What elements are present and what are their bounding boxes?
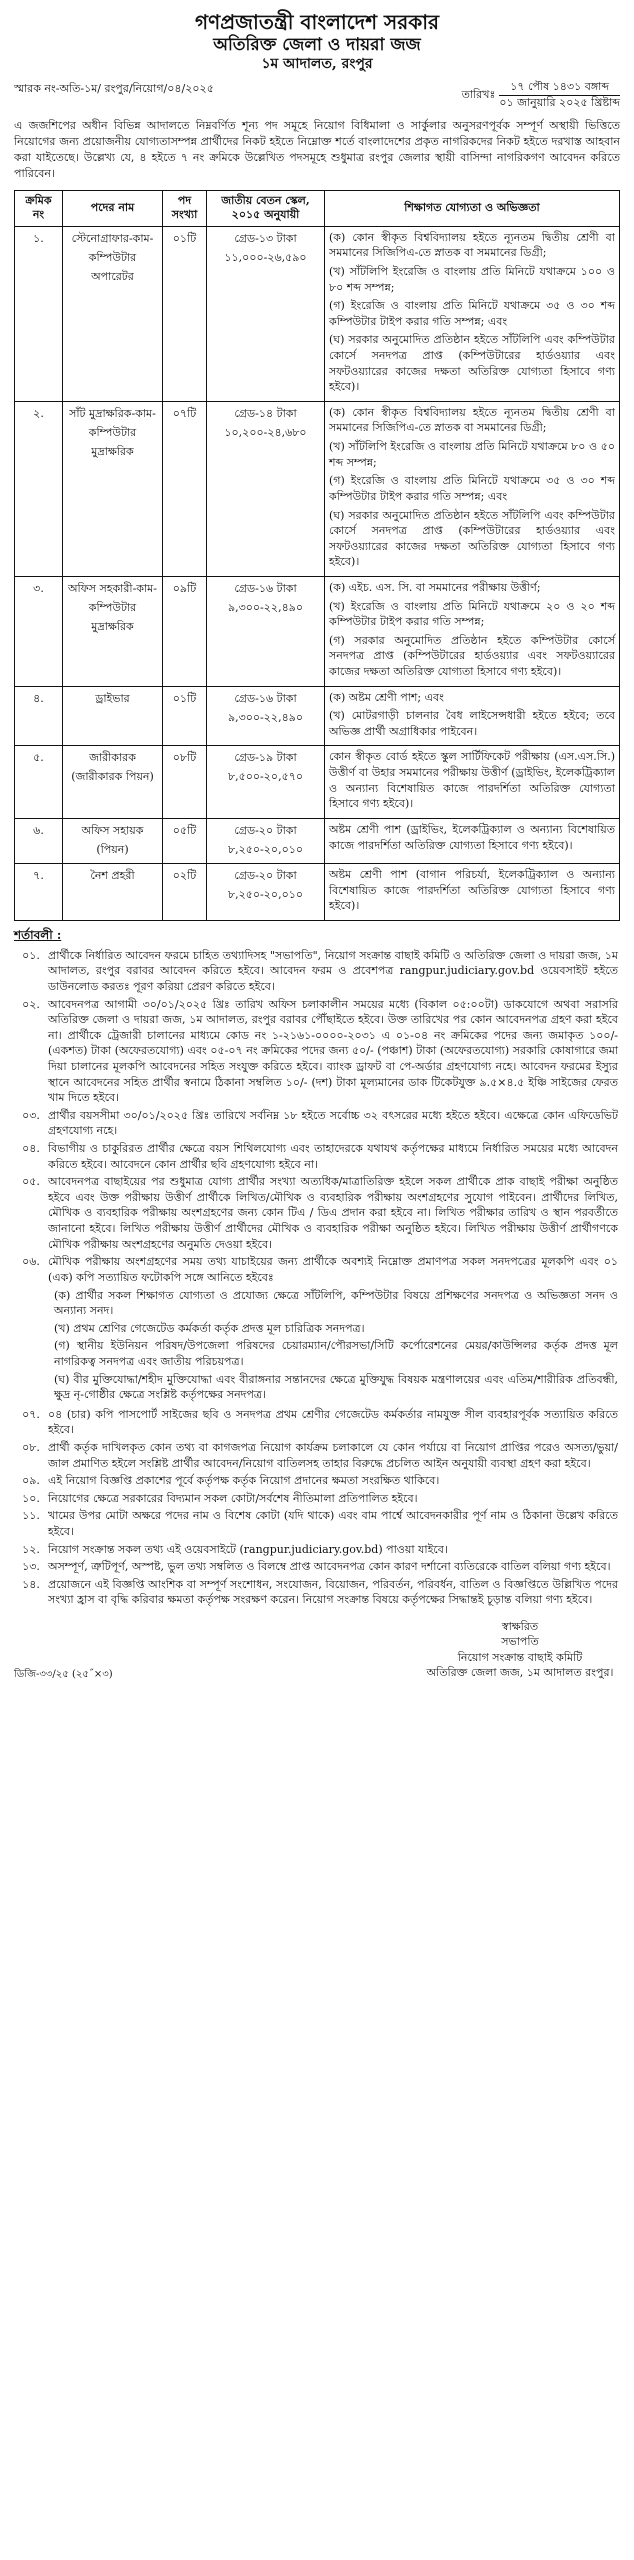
condition-item (14, 1439, 620, 1472)
condition-number: ১২. (22, 1542, 40, 1556)
qualification-item: (গ) সরকার অনুমোদিত প্রতিষ্ঠান হইতে কম্পিউটার কোর্সে সনদপত্র প্রাপ্ত (কম্পিউটারের হার্ডওয়্যার এবং সফটওয়্যারের কাজের দক্ষতা অতিরিক্ত যোগ্যতা হিসাবে গণ্য হইবে)। (329, 633, 615, 679)
condition-text (48, 1107, 620, 1140)
condition-sub-item: (গ) স্থানীয় ইউনিয়ন পরিষদ/উপজেলা পরিষদের চেয়ারম্যান/পৌরসভা/সিটি কর্পোরেশনের মেয়র/কাউন্সিলর কর্তৃক প্রদত্ত মূল নাগরিকত্ব সনদপত্র এবং জাতীয় পরিচয়পত্র। (54, 1339, 618, 1368)
row-qualification (325, 576, 620, 686)
date-label: তারিখঃ (461, 87, 496, 101)
row-pay-scale: গ্রেড-১৯ টাকা ৮,৫০০-২০,৫৭০ (207, 746, 325, 818)
condition-sub-item: (খ) প্রথম শ্রেণির গেজেটেড কর্মকর্তা কর্তৃক প্রদত্ত মূল চারিত্রিক সনদপত্র। (54, 1321, 365, 1335)
table-row (15, 686, 620, 746)
table-row (15, 746, 620, 818)
condition-body: প্রয়োজনে এই বিজ্ঞপ্তি আংশিক বা সম্পূর্ণ সংশোধন, সংযোজন, বিয়োজন, পরিবর্তন, পরিবর্ধন, বাতিল ও বিজ্ঞপ্তিতে উল্লিখিত পদের সংখ্যা হ্রাস বা বৃদ্ধি করিবার ক্ষমতা কর্তৃপক্ষ সংরক্ষণ করেন। নিয়োগ সংক্রান্ত বিষয়ে কর্তৃপক্ষের সিদ্ধান্তই চূড়ান্ত বলিয়া গণ্য হইবে। (48, 1577, 618, 1607)
condition-body: আবেদনপত্র আগামী ৩০/০১/২০২৫ খ্রিঃ তারিখ অফিস চলাকালীন সময়ের মধ্যে (বিকাল ০৫:০০টা) ডাকযোগে অথবা সরাসরি অতিরিক্ত জেলা ও দায়রা জজ, ১ম আদালত, রংপুর বরাবর পৌঁছাইতে হইবে। উক্ত তারিখের পর কোন আবেদনপত্র গ্রহণ করা হইবে না। প্রার্থীকে ট্রেজারী চালানের মাধ্যমে কোড নং ১-২১৬১-০০০০-২০৩১ এ ০১-০৪ নং ক্রমিকের পদের জন্য জমাকৃত ১০০/- (একশত) টাকা (অফেরতযোগ্য) এবং ০৫-০৭ নং ক্রমিকের পদের জন্য ৫০/- (পঞ্চাশ) টাকা (অফেরতযোগ্য) সরকারি কোষাগারে জমা দিয়া চালানের মূলকপি আবেদনের সহিত সংযুক্ত করিতে হইবে। ব্যাংক ড্রাফট বা পে-অর্ডার গ্রহণযোগ্য নহে। আবেদন ফরমের ইস্যুর স্থানে আবেদনের সহিত প্রার্থীর স্বনামে ঠিকানা সম্বলিত ১০/- (দশ) টাকা মূল্যমানের ডাক টিকেটযুক্ত ৯.৫×৪.৫ ইঞ্চি সাইজের ফেরত খাম দিতে হইবে। (48, 997, 618, 1105)
condition-item (14, 947, 620, 996)
row-post-count: ০১টি (163, 686, 207, 746)
col-scale: জাতীয় বেতন স্কেল, ২০১৫ অনুযায়ী (207, 191, 325, 227)
qualification-item: (খ) সাঁটলিপি ইংরেজি ও বাংলায় প্রতি মিনিটে যথাক্রমে ১০০ ও ৮০ শব্দ সম্পন্ন; (329, 265, 615, 294)
condition-item (14, 1253, 620, 1405)
row-qualification (325, 686, 620, 746)
condition-body: এই নিয়োগ বিজ্ঞপ্তি প্রকাশের পূর্বে কর্তৃপক্ষ কর্তৃক নিয়োগ প্রদানের ক্ষমতা সংরক্ষিত থাকিবে। (48, 1474, 440, 1488)
condition-body: অসম্পূর্ণ, ত্রুটিপূর্ণ, অস্পষ্ট, ভুল তথ্য সম্বলিত ও বিলম্বে প্রাপ্ত আবেদনপত্র কোন কারণ দর্শানো ব্যতিরেকে বাতিল বলিয়া গণ্য হইবে। (48, 1560, 611, 1574)
condition-item (14, 1173, 620, 1253)
qualification-item: কোন স্বীকৃত বোর্ড হইতে স্কুল সার্টিফিকেট পরীক্ষায় (এস.এস.সি.) উত্তীর্ণ বা উহার সমমানের পরীক্ষায় উত্তীর্ণ (ড্রাইভিং, ইলেকট্রিক্যাল ও অন্যান্য বিশেষায়িত কাজে পারদর্শিতা অতিরিক্ত যোগ্যতা হিসাবে গণ্য হইবে)। (329, 750, 615, 811)
condition-item (14, 1507, 620, 1540)
qualification-item: (গ) ইংরেজি ও বাংলায় প্রতি মিনিটে যথাক্রমে ৩৫ ও ৩০ শব্দ কম্পিউটার টাইপ করার গতি সম্পন্ন; এবং (329, 299, 615, 328)
condition-text (48, 1140, 620, 1173)
condition-item (14, 1472, 620, 1490)
condition-text (48, 1173, 620, 1253)
row-post-name: জারীকারক (জারীকারক পিয়ন) (63, 746, 163, 818)
table-row (15, 863, 620, 920)
signatory-role: সভাপতি (501, 1635, 539, 1649)
memo-date (462, 80, 620, 111)
row-post-name: অফিস সহকারী-কাম-কম্পিউটার মুদ্রাক্ষরিক (63, 576, 163, 686)
table-row (15, 226, 620, 401)
table-row (15, 576, 620, 686)
qualification-item: (ক) কোন স্বীকৃত বিশ্ববিদ্যালয় হইতে ন্যূনতম দ্বিতীয় শ্রেণী বা সমমানের সিজিপিএ-তে স্নাতক বা সমমানের ডিগ্রী; (329, 405, 615, 435)
row-serial: ৬. (15, 818, 63, 863)
signature-label: স্বাক্ষরিত (501, 1620, 539, 1634)
condition-body: খামের উপর মোটা অক্ষরে পদের নাম ও বিশেষ কোটা (যদি থাকে) এবং বাম পার্শ্বে আবেদনকারীর পূর্ণ নাম ও ঠিকানা উল্লেখ করিতে হইবে। (48, 1509, 618, 1539)
condition-number: ০৯. (22, 1474, 40, 1488)
col-post: পদের নাম (63, 191, 163, 227)
table-header-row (15, 191, 620, 227)
condition-body: প্রার্থীর বয়সসীমা ৩০/০১/২০২৫ খ্রিঃ তারিখে সর্বনিম্ন ১৮ হইতে সর্বোচ্চ ৩২ বৎসরের মধ্যে হইতে হইবে। এক্ষেত্রে কোন এফিডেভিট গ্রহণযোগ্য নহে। (48, 1108, 618, 1138)
row-pay-scale: গ্রেড-২০ টাকা ৮,২৫০-২০,০১০ (207, 863, 325, 920)
condition-number: ০৩. (22, 1108, 40, 1122)
row-serial: ১. (15, 226, 63, 401)
condition-sub-item: (ক) প্রার্থীর সকল শিক্ষাগত যোগ্যতা ও প্রযোজ্য ক্ষেত্রে সাঁটলিপি, কম্পিউটার বিষয়ে প্রশিক্ষণের সনদপত্র ও অভিজ্ঞতা সনদ ও অন্যান্য সনদ। (54, 1288, 618, 1318)
row-qualification (325, 818, 620, 863)
col-count: পদ সংখ্যা (163, 191, 207, 227)
condition-number: ০৮. (22, 1441, 40, 1454)
condition-item (14, 1406, 620, 1439)
row-qualification (325, 226, 620, 401)
condition-text (48, 947, 620, 996)
qualification-item: অষ্টম শ্রেণী পাশ (বাগান পরিচর্যা, ইলেকট্রিক্যাল ও অন্যান্য বিশেষায়িত কাজে পারদর্শিতা অতিরিক্ত যোগ্যতা হিসাবে গণ্য হইবে)। (329, 867, 615, 913)
advertisement-page (14, 0, 620, 1684)
condition-text (48, 1406, 620, 1439)
condition-body: প্রার্থী কর্তৃক দাখিলকৃত কোন তথ্য বা কাগজপত্র নিয়োগ কার্যক্রম চলাকালে যে কোন পর্যায়ে বা নিয়োগ প্রাপ্তির পরেও অসত্য/ভুয়া/জাল প্রমাণিত হইলে সংশ্লিষ্ট প্রার্থীর আবেদন/নিয়োগ বাতিলসহ তাহার বিরুদ্ধে প্রচলিত আইন অনুযায়ী ব্যবস্থা গ্রহণ করা হইবে। (48, 1441, 618, 1470)
row-post-count: ০৯টি (163, 576, 207, 686)
condition-text (48, 1507, 620, 1540)
row-serial: ৭. (15, 863, 63, 920)
condition-item (14, 1576, 620, 1609)
condition-text (48, 1558, 620, 1576)
row-post-name: স্টেনোগ্রাফার-কাম-কম্পিউটার অপারেটর (63, 226, 163, 401)
qualification-item: (ক) অষ্টম শ্রেণী পাশ; এবং (329, 690, 444, 704)
condition-item (14, 1107, 620, 1140)
condition-item (14, 1490, 620, 1508)
conditions-title: শর্তাবলী : (14, 927, 62, 942)
qualification-item: অষ্টম শ্রেণী পাশ (ড্রাইভিং, ইলেকট্রিক্যাল ও অন্যান্য বিশেষায়িত কাজে পারদর্শিতা অতিরিক্ত যোগ্যতা হিসাবে গণ্য হইবে)। (329, 822, 615, 852)
row-post-name: সাঁট মুদ্রাক্ষরিক-কাম-কম্পিউটার মুদ্রাক্ষরিক (63, 401, 163, 576)
condition-sub-item: (ঘ) বীর মুক্তিযোদ্ধা/শহীদ মুক্তিযোদ্ধা এবং বীরাঙ্গনার সন্তানদের ক্ষেত্রে মুক্তিযুদ্ধ বিষয়ক মন্ত্রণালয়ের এবং এতিম/শারীরিক প্রতিবন্ধী, ক্ষুদ্র নৃ-গোষ্ঠীর ক্ষেত্রে সংশ্লিষ্ট কর্তৃপক্ষের সনদপত্র। (54, 1372, 618, 1402)
qualification-item: (গ) ইংরেজি ও বাংলায় প্রতি মিনিটে যথাক্রমে ৩৫ ও ৩০ শব্দ কম্পিউটার টাইপ করার গতি সম্পন্ন; এবং (329, 474, 615, 503)
condition-text (48, 1472, 620, 1490)
condition-item (14, 1558, 620, 1576)
condition-body: ০৪ (চার) কপি পাসপোর্ট সাইজের ছবি ও সনদপত্র প্রথম শ্রেণীর গেজেটেড কর্মকর্তার নামযুক্ত সীল ব্যবহারপূর্বক সত্যায়িত করিতে হইবে। (48, 1407, 618, 1437)
government-title: গণপ্রজাতন্ত্রী বাংলাদেশ সরকার (195, 10, 439, 34)
table-row (15, 401, 620, 576)
condition-item (14, 1541, 620, 1559)
qualification-item: (ঘ) সরকার অনুমোদিত প্রতিষ্ঠান হইতে সাঁটলিপি এবং কম্পিউটার কোর্সে সনদপত্র প্রাপ্ত (কম্পিউটারের হার্ডওয়্যার এবং সফটওয়্যারের কাজের দক্ষতা অতিরিক্ত যোগ্যতা হিসাবে গণ্য হইবে)। (329, 508, 615, 569)
condition-number: ০৪. (22, 1142, 40, 1156)
qualification-item: (খ) ইংরেজি ও বাংলায় প্রতি মিনিটে যথাক্রমে ২০ ও ২০ শব্দ কম্পিউটার টাইপ করার গতি সম্পন্ন; (329, 599, 615, 629)
row-serial: ২. (15, 401, 63, 576)
qualification-item: (খ) সাঁটলিপি ইংরেজি ও বাংলায় প্রতি মিনিটে যথাক্রমে ৮০ ও ৫০ শব্দ সম্পন্ন; (329, 440, 615, 469)
condition-body: মৌখিক পরীক্ষায় অংশগ্রহণের সময় তথ্য যাচাইয়ের জন্য প্রার্থীকে অবশ্যই নিম্নোক্ত প্রমাণপত্র সকল সনদপত্রের মূলকপি এবং ০১ (এক) কপি সত্যায়িত ফটোকপি সঙ্গে আনিতে হইবেঃ (48, 1255, 618, 1284)
signatory-court: অতিরিক্ত জেলা জজ, ১ম আদালত রংপুর। (426, 1666, 614, 1680)
date-english: ০১ জানুয়ারি ২০২৫ খ্রিষ্টাব্দ (499, 95, 620, 109)
row-qualification (325, 863, 620, 920)
condition-number: ০১. (22, 948, 40, 962)
court-location: ১ম আদালত, রংপুর (261, 56, 373, 73)
date-bangla: ১৭ পৌষ ১৪৩১ বঙ্গাব্দ (499, 80, 620, 96)
qualification-item: (ক) এইচ. এস. সি. বা সমমানের পরীক্ষায় উত্তীর্ণ; (329, 580, 541, 594)
qualification-item: (ঘ) সরকার অনুমোদিত প্রতিষ্ঠান হইতে সাঁটলিপি এবং কম্পিউটার কোর্সে সনদপত্র প্রাপ্ত (কম্পিউটারের হার্ডওয়্যার এবং সফটওয়্যারের কাজের দক্ষতা অতিরিক্ত যোগ্যতা হিসাবে গণ্য হইবে)। (329, 333, 615, 394)
row-post-name: নৈশ প্রহরী (63, 863, 163, 920)
memo-ref: স্মারক নং-অতি-১ম/ রংপুর/নিয়োগ/০৪/২০২৫ (14, 81, 214, 95)
condition-body: আবেদনপত্র বাছাইয়ের পর শুধুমাত্র যোগ্য প্রার্থীর সংখ্যা অত্যধিক/মাত্রাতিরিক্ত হইলে সকল প্রার্থীকে প্রাক বাছাই পরীক্ষা অনুষ্ঠিত হইবে এবং উক্ত পরীক্ষায় উত্তীর্ণ প্রার্থীকে লিখিত/মৌখিক ও ব্যবহারিক পরীক্ষায় অংশগ্রহণের সুযোগ পাইবেন। প্রার্থীদের লিখিত, মৌখিক ও ব্যবহারিক পরীক্ষায় অংশগ্রহণের জন্য কোন টিএ / ডিএ প্রদান করা হইবে না। লিখিত পরীক্ষার তারিখ ও স্থান পরবর্তীতে জানানো হইবে। লিখিত পরীক্ষায় উত্তীর্ণ প্রার্থীদের মৌখিক ও ব্যবহারিক পরীক্ষা অনুষ্ঠিত হইবে। লিখিত পরীক্ষায় উত্তীর্ণ প্রার্থীগণকে মৌখিক পরীক্ষায় অংশগ্রহণের অনুমতি দেওয়া হইবে। (48, 1175, 618, 1251)
court-title: অতিরিক্ত জেলা ও দায়রা জজ (213, 35, 421, 55)
row-serial: ৪. (15, 686, 63, 746)
signature-block (420, 1619, 620, 1681)
condition-number: ০৬. (22, 1255, 40, 1269)
condition-number: ০৫. (22, 1175, 40, 1189)
intro-paragraph: এ জজশিপের অধীন বিভিন্ন আদালতে নিম্নবর্ণিত শূন্য পদ সমূহে নিয়োগ বিধিমালা ও সার্কুলার অনুসরণপূর্বক সম্পূর্ণ অস্থায়ী ভিত্তিতে নিয়োগের জন্য প্রয়োজনীয় যোগ্যতাসম্পন্ন প্রার্থীদের নিকট হইতে নিম্নোক্ত শর্তে বাংলাদেশের প্রকৃত নাগরিকদের নিকট হইতে দরখাস্ত আহবান করা যাইতেছে। উল্লেখ্য যে, ৪ হইতে ৭ নং ক্রমিকে উল্লেখিত পদসমূহে শুধুমাত্র রংপুর জেলার স্থায়ী বাসিন্দা নাগরিকগণ আবেদন করিতে পারিবেন। (14, 119, 620, 181)
condition-body: প্রার্থীকে নির্ধারিত আবেদন ফরমে চাহিত তথ্যাদিসহ "সভাপতি", নিয়োগ সংক্রান্ত বাছাই কমিটি ও অতিরিক্ত জেলা ও দায়রা জজ, ১ম আদালত, রংপুর বরাবর আবেদন করিতে হইবে। আবেদন ফরম ও প্রবেশপত্র rangpur.judiciary.gov.bd ওয়েবসাইট হইতে ডাউনলোড করতঃ পূরণ করিয়া প্রেরণ করিতে হইবে। (48, 948, 618, 993)
condition-body: নিয়োগ সংক্রান্ত সকল তথ্য এই ওয়েবসাইটে (rangpur.judiciary.gov.bd) পাওয়া যাইবে। (48, 1542, 448, 1556)
condition-text (48, 1253, 620, 1405)
col-serial: ক্রমিক নং (15, 191, 63, 227)
row-post-name: ড্রাইভার (63, 686, 163, 746)
row-pay-scale: গ্রেড-২০ টাকা ৮,২৫০-২০,০১০ (207, 818, 325, 863)
row-serial: ৫. (15, 746, 63, 818)
signatory-committee: নিয়োগ সংক্রান্ত বাছাই কমিটি (457, 1650, 583, 1664)
condition-text (48, 1576, 620, 1609)
qualification-item: (ক) কোন স্বীকৃত বিশ্ববিদ্যালয় হইতে ন্যূনতম দ্বিতীয় শ্রেণী বা সমমানের সিজিপিএ-তে স্নাতক বা সমমানের ডিগ্রী; (329, 230, 615, 260)
row-qualification (325, 746, 620, 818)
col-qualification: শিক্ষাগত যোগ্যতা ও অভিজ্ঞতা (325, 191, 620, 227)
row-pay-scale: গ্রেড-১৪ টাকা ১০,২০০-২৪,৬৮০ (207, 401, 325, 576)
print-code: ডিজি-৩৩/২৫ (২৫˝×৩) (14, 1668, 113, 1680)
condition-number: ১০. (22, 1491, 40, 1505)
conditions-list (14, 947, 620, 1609)
header (14, 10, 620, 74)
condition-number: ১১. (22, 1509, 40, 1523)
qualification-item: (খ) মোটরগাড়ী চালনার বৈধ লাইসেন্সধারী হইতে হইবে; তবে অভিজ্ঞ প্রার্থী অগ্রাধিকার পাইবেন। (329, 709, 615, 738)
condition-item (14, 996, 620, 1107)
condition-text (48, 1439, 620, 1472)
condition-body: বিভাগীয় ও চাকুরিরত প্রার্থীর ক্ষেত্রে বয়স শিথিলযোগ্য এবং তাহাদেরকে যথাযথ কর্তৃপক্ষের মাধ্যমে নির্ধারিত সময়ের মধ্যে আবেদন করিতে হইবে। আবেদনে কোন প্রার্থীর ছবি গ্রহণযোগ্য হইবে না। (48, 1142, 618, 1171)
condition-body: নিয়োগের ক্ষেত্রে সরকারের বিদ্যমান সকল কোটা/সর্বশেষ নীতিমালা প্রতিপালিত হইবে। (48, 1491, 418, 1505)
posts-table (14, 190, 620, 921)
row-qualification (325, 401, 620, 576)
row-post-count: ০৭টি (163, 401, 207, 576)
memo-row (14, 80, 620, 111)
condition-text (48, 996, 620, 1107)
row-pay-scale: গ্রেড-১৬ টাকা ৯,৩০০-২২,৪৯০ (207, 576, 325, 686)
condition-number: ০৭. (22, 1407, 40, 1421)
table-row (15, 818, 620, 863)
condition-number: ১৩. (22, 1560, 40, 1574)
condition-item (14, 1140, 620, 1173)
row-post-count: ০৮টি (163, 746, 207, 818)
row-pay-scale: গ্রেড-১৬ টাকা ৯,৩০০-২২,৪৯০ (207, 686, 325, 746)
row-pay-scale: গ্রেড-১৩ টাকা ১১,০০০-২৬,৫৯০ (207, 226, 325, 401)
condition-number: ১৪. (22, 1577, 40, 1591)
row-serial: ৩. (15, 576, 63, 686)
row-post-count: ০১টি (163, 226, 207, 401)
row-post-count: ০২টি (163, 863, 207, 920)
condition-text (48, 1490, 620, 1508)
condition-text (48, 1541, 620, 1559)
row-post-count: ০৫টি (163, 818, 207, 863)
row-post-name: অফিস সহায়ক (পিয়ন) (63, 818, 163, 863)
condition-number: ০২. (22, 997, 40, 1011)
